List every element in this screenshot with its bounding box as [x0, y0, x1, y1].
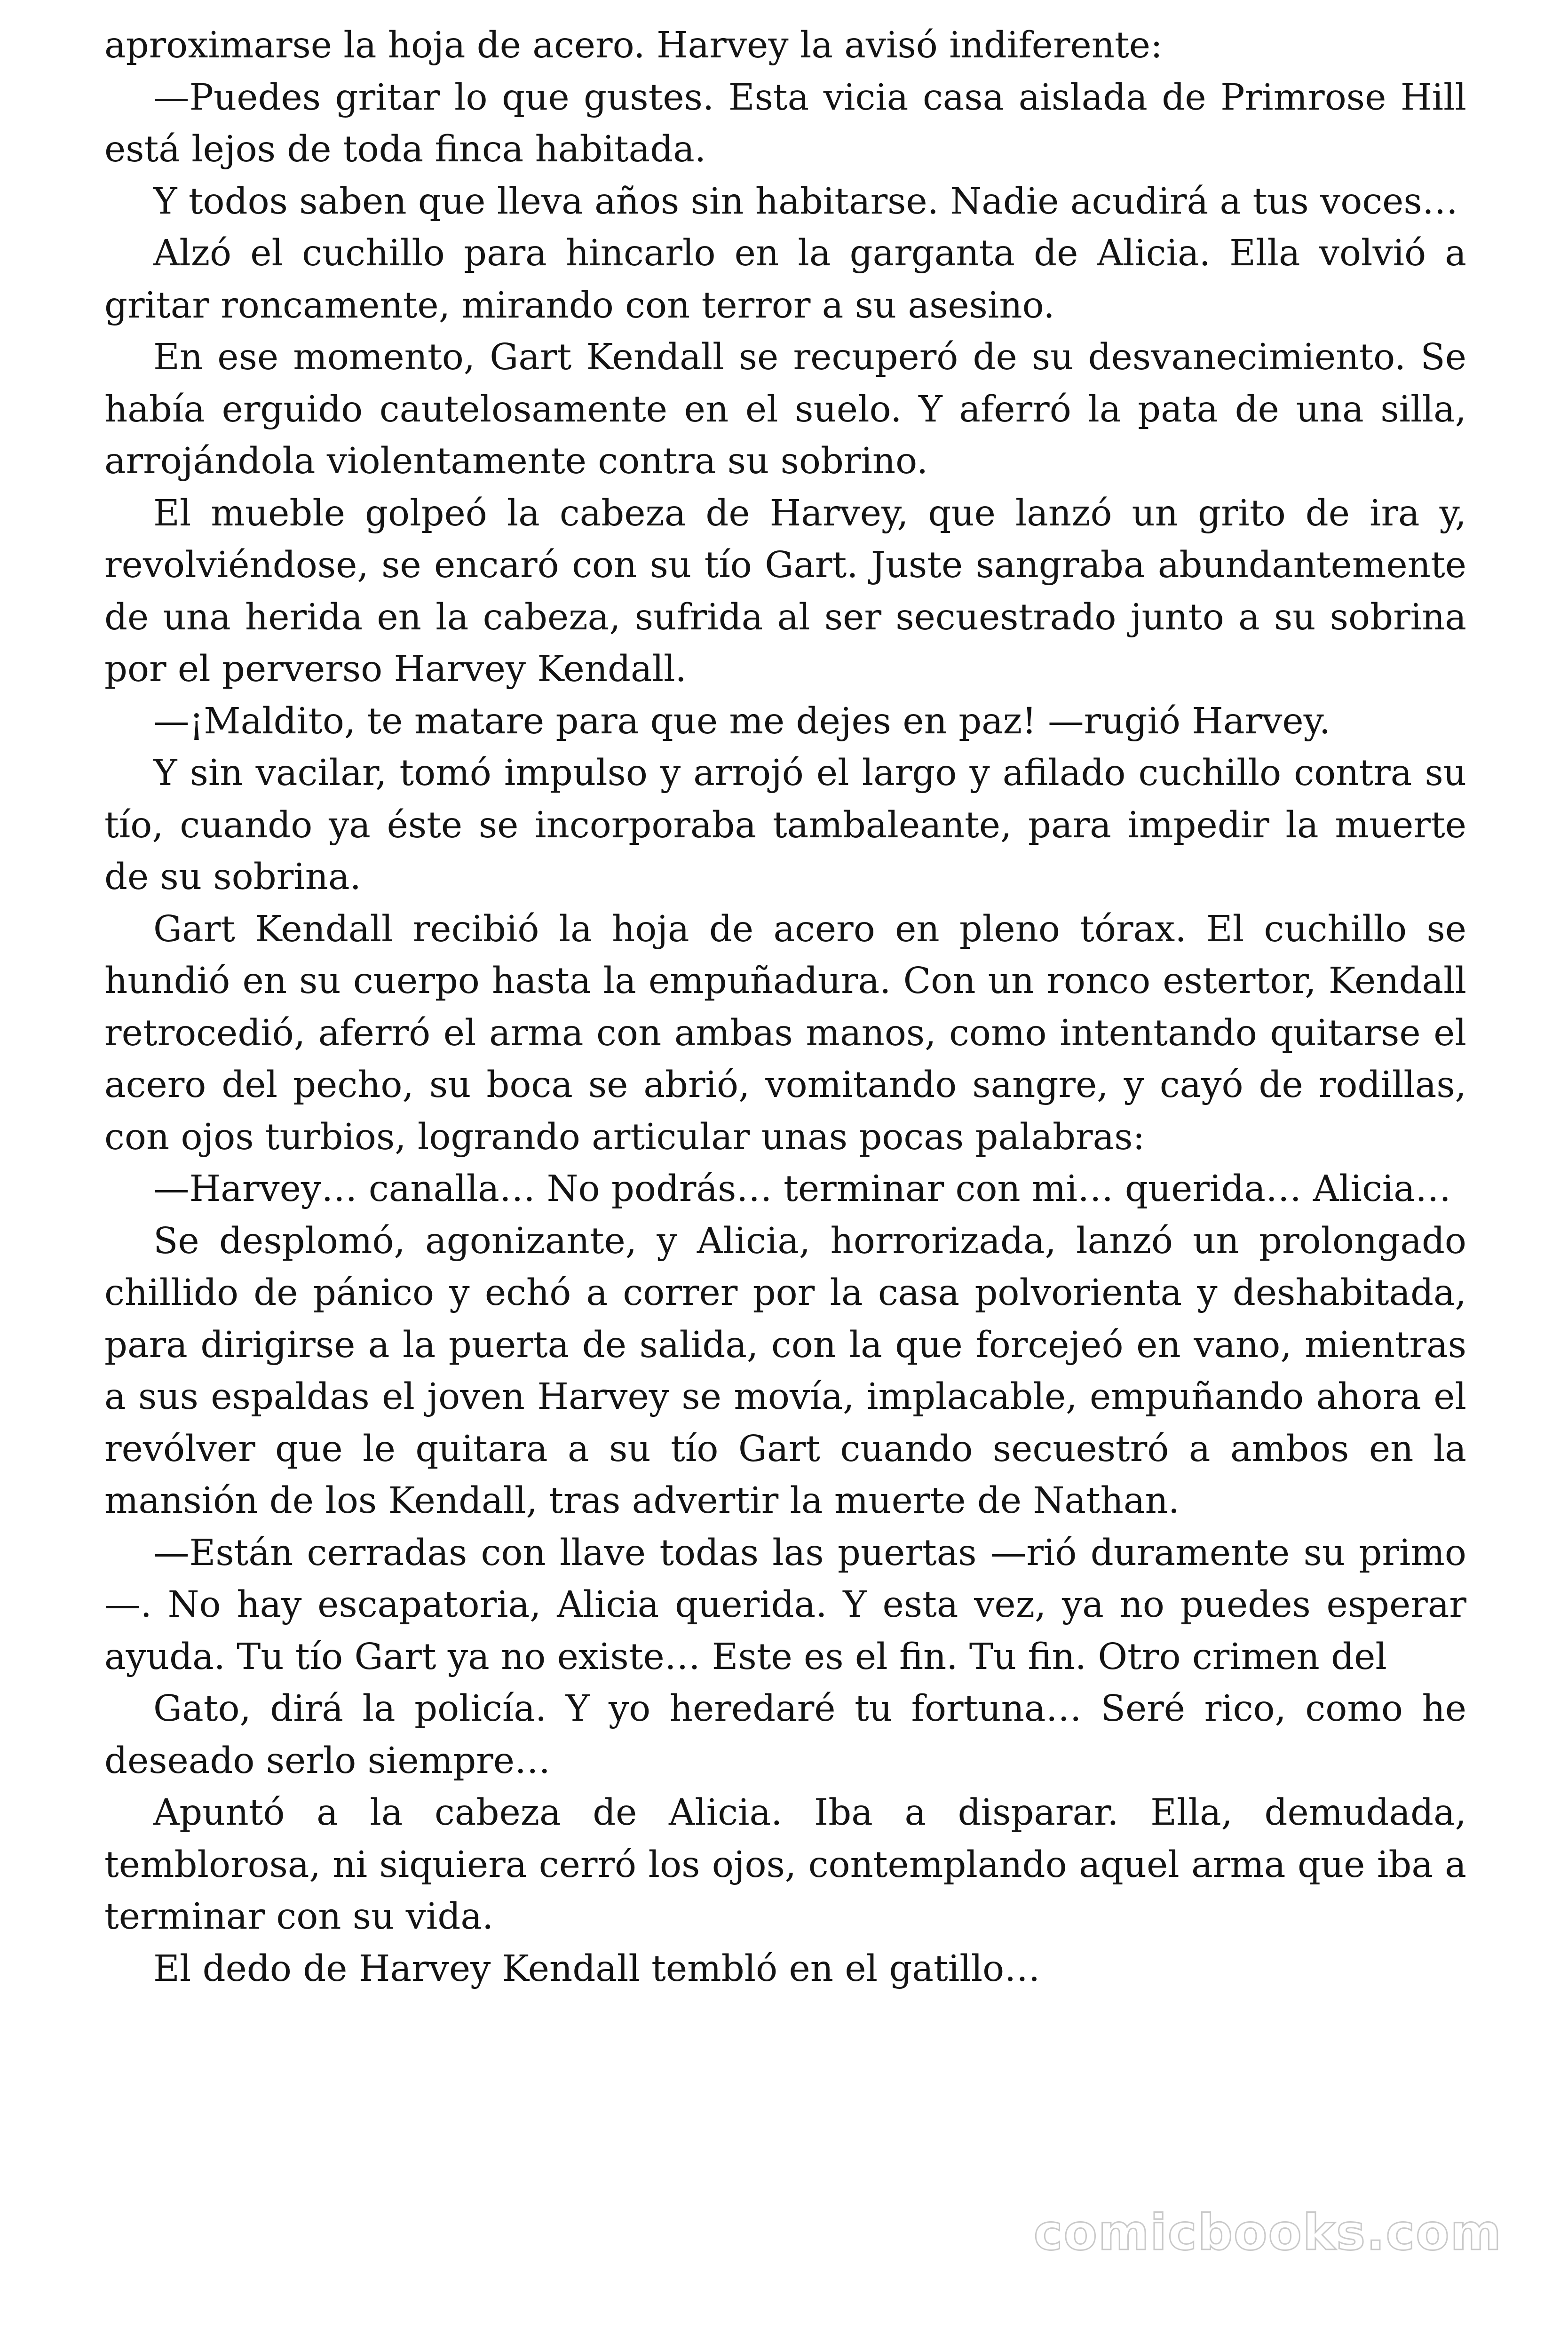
- page-text: [104, 20, 1466, 1995]
- paragraph-4: Alzó el cuchillo para hincarlo en la garganta de Alicia. Ella volvió a gritar roncamente, mirando con terror a su asesino.: [104, 232, 1466, 326]
- watermark-logo: comicbooks.com: [1033, 2204, 1502, 2261]
- paragraph-11: Se desplomó, agonizante, y Alicia, horrorizada, lanzó un prolongado chillido de pánico y echó a correr por la casa polvorienta y deshabitada, para dirigirse a la puerta de salida, con la que forcejeó en vano, mientras a sus espaldas el joven Harvey se movía, implacable, empuñando ahora el revólver que le quitara a su tío Gart cuando secuestró a ambos en la mansión de los Kendall, tras advertir la muerte de Nathan.: [104, 1220, 1466, 1522]
- paragraph-9: Gart Kendall recibió la hoja de acero en pleno tórax. El cuchillo se hundió en su cuerpo hasta la empuñadura. Con un ronco estertor, Kendall retrocedió, aferró el arma con ambas manos, como intentando quitarse el acero del pecho, su boca se abrió, vomitando sangre, y cayó de rodillas, con ojos turbios, logrando articular unas pocas palabras:: [104, 908, 1466, 1158]
- paragraph-1: aproximarse la hoja de acero. Harvey la avisó indiferente:: [104, 24, 1163, 66]
- paragraph-14: Apuntó a la cabeza de Alicia. Iba a disparar. Ella, demudada, temblorosa, ni siquiera cerró los ojos, contemplando aquel arma que iba a terminar con su vida.: [104, 1792, 1466, 1938]
- paragraph-15: El dedo de Harvey Kendall tembló en el gatillo…: [153, 1947, 1040, 1990]
- paragraph-13: Gato, dirá la policía. Y yo heredaré tu fortuna… Seré rico, como he deseado serlo siempre…: [104, 1688, 1466, 1782]
- paragraph-3: Y todos saben que lleva años sin habitarse. Nadie acudirá a tus voces…: [153, 180, 1458, 222]
- paragraph-2: —Puedes gritar lo que gustes. Esta vicia casa aislada de Primrose Hill está lejos de toda finca habitada.: [104, 76, 1466, 170]
- paragraph-8: Y sin vacilar, tomó impulso y arrojó el largo y afilado cuchillo contra su tío, cuando ya éste se incorporaba tambaleante, para impedir la muerte de su sobrina.: [104, 752, 1466, 898]
- paragraph-12: —Están cerradas con llave todas las puertas —rió duramente su primo—. No hay escapatoria, Alicia querida. Y esta vez, ya no puedes esperar ayuda. Tu tío Gart ya no existe… Este es el fin. Tu fin. Otro crimen del: [104, 1532, 1466, 1678]
- paragraph-5: En ese momento, Gart Kendall se recuperó de su desvanecimiento. Se había erguido cautelosamente en el suelo. Y aferró la pata de una silla, arrojándola violentamente contra su sobrino.: [104, 336, 1466, 482]
- paragraph-6: El mueble golpeó la cabeza de Harvey, que lanzó un grito de ira y, revolviéndose, se encaró con su tío Gart. Juste sangraba abundantemente de una herida en la cabeza, sufrida al ser secuestrado junto a su sobrina por el perverso Harvey Kendall.: [104, 492, 1466, 690]
- paragraph-10: —Harvey… canalla… No podrás… terminar con mi… querida… Alicia…: [153, 1168, 1451, 1210]
- paragraph-7: —¡Maldito, te matare para que me dejes en paz! —rugió Harvey.: [153, 700, 1331, 742]
